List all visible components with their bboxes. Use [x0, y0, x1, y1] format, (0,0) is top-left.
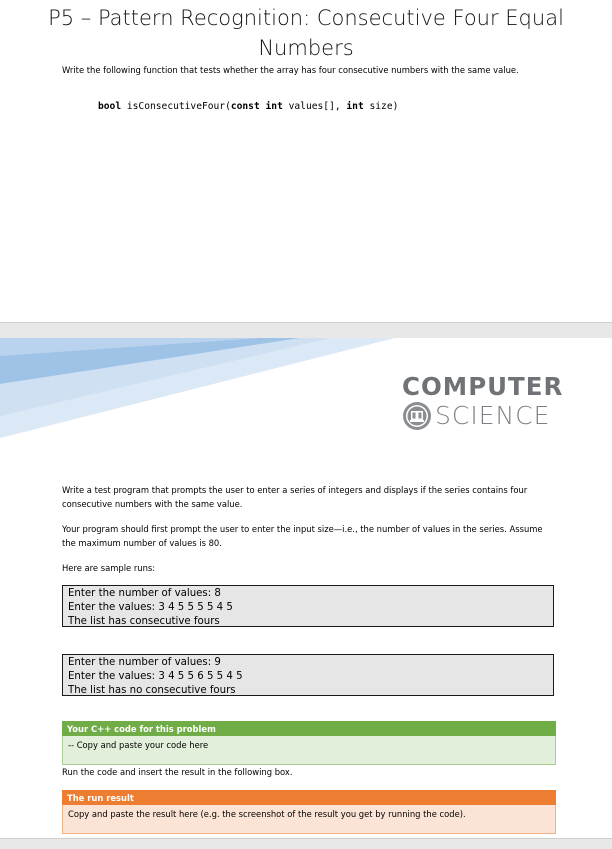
sample-runs-label: Here are sample runs:	[62, 563, 156, 573]
result-panel-header: The run result	[62, 790, 556, 805]
sample-run-1	[62, 585, 554, 627]
sample-run-line: Enter the number of values: 8	[68, 588, 221, 599]
sample-run-line: The list has no consecutive fours	[68, 685, 236, 696]
keyword-int: int	[346, 101, 364, 112]
page-bottom-separator	[0, 838, 612, 849]
sample-run-line: The list has consecutive fours	[68, 616, 220, 627]
computer-science-logo	[402, 374, 562, 431]
university-seal-icon	[402, 401, 432, 431]
param-values: values[],	[282, 101, 347, 112]
run-result-panel	[62, 790, 556, 834]
run-instruction: Run the code and insert the result in the following box.	[62, 767, 293, 777]
page-1	[0, 0, 612, 322]
sample-run-line: Enter the values: 3 4 5 5 6 5 5 4 5	[68, 671, 243, 682]
page-title: P5 – Pattern Recognition: Consecutive Four Equal Numbers	[48, 6, 564, 60]
instruction-paragraph-1: Write a test program that prompts the user to enter a series of integers and displays if the series contains four consecutive numbers with the same value.	[62, 485, 528, 509]
page-separator	[0, 322, 612, 339]
logo-text-science: SCIENCE	[435, 401, 551, 430]
keyword-bool: bool	[98, 101, 122, 112]
logo-bottom-row	[402, 401, 562, 431]
instruction-paragraph-2: Your program should first prompt the user to enter the input size—i.e., the number of values in the series. Assume the maximum number of values is 80.	[62, 524, 543, 548]
logo-text-computer: COMPUTER	[402, 372, 564, 401]
page-2	[0, 338, 612, 838]
result-answer-area[interactable]: Copy and paste the result here (e.g. the screenshot of the result you get by running the code).	[62, 805, 556, 834]
function-name: isConsecutiveFour(	[121, 101, 231, 112]
intro-paragraph: Write the following function that tests whether the array has four consecutive numbers with the same value.	[62, 65, 519, 75]
function-signature	[98, 101, 398, 112]
code-answer-area[interactable]: -- Copy and paste your code here	[62, 736, 556, 765]
sample-run-line: Enter the number of values: 9	[68, 657, 221, 668]
code-panel-header: Your C++ code for this problem	[62, 721, 556, 736]
keyword-int: int	[265, 101, 283, 112]
param-size: size)	[363, 101, 399, 112]
sample-run-2	[62, 654, 554, 696]
keyword-const: const	[230, 101, 260, 112]
code-answer-panel	[62, 721, 556, 765]
sample-run-line: Enter the values: 3 4 5 5 5 5 4 5	[68, 602, 233, 613]
